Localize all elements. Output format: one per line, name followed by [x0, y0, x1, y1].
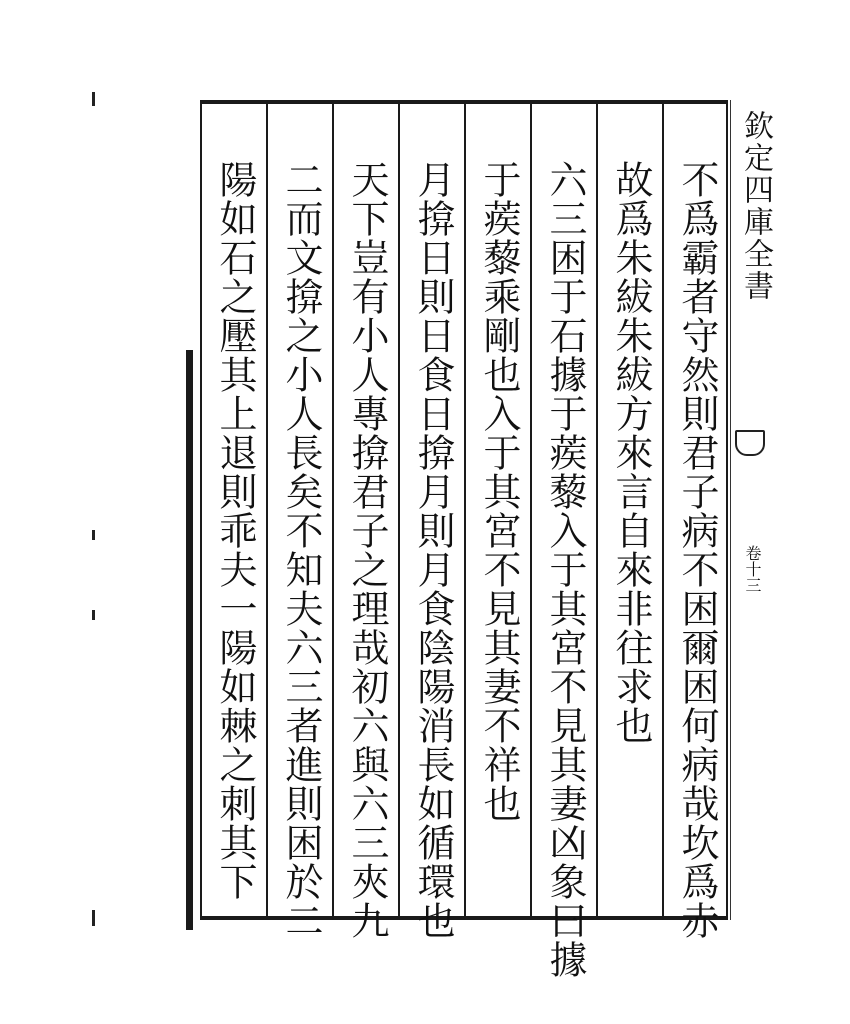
fish-tail-icon: [735, 430, 765, 456]
text-column-5: [398, 104, 464, 940]
page-edge-mark: [92, 610, 95, 620]
book-spine: [186, 350, 193, 930]
text-column-1: [662, 104, 728, 940]
text-column-2: [596, 104, 662, 916]
page-edge-mark: [92, 910, 95, 926]
text-column-6: [332, 104, 398, 940]
column-text: 于蒺藜乘剛也入于其宮不見其妻不祥也: [477, 160, 521, 823]
column-text: 陽如石之壓其上退則乖夫一陽如棘之刺其下: [213, 160, 257, 901]
column-text: 故爲朱紱朱紱方來言自來非往求也: [609, 160, 653, 745]
volume-label: 卷十三: [743, 545, 762, 593]
column-text: 天下豈有小人專揜君子之理哉初六與六三夾九: [345, 160, 389, 940]
column-text: 不爲霸者守然則君子病不困爾困何病哉坎爲赤: [675, 160, 719, 940]
page-edge-mark: [92, 92, 95, 106]
text-column-4: [464, 104, 530, 916]
text-column-3: [530, 104, 596, 979]
text-column-7: [266, 104, 332, 940]
margin-column: [730, 100, 773, 920]
page-edge-mark: [92, 530, 95, 540]
column-text: 月揜日則日食日揜月則月食陰陽消長如循環也: [411, 160, 455, 940]
column-text: 六三困于石據于蒺藜入于其宮不見其妻凶象曰據: [543, 160, 587, 979]
text-column-8: [200, 104, 266, 916]
column-text: 二而文揜之小人長矣不知夫六三者進則困於二: [279, 160, 323, 940]
book-title: 欽定四庫全書: [738, 110, 773, 302]
